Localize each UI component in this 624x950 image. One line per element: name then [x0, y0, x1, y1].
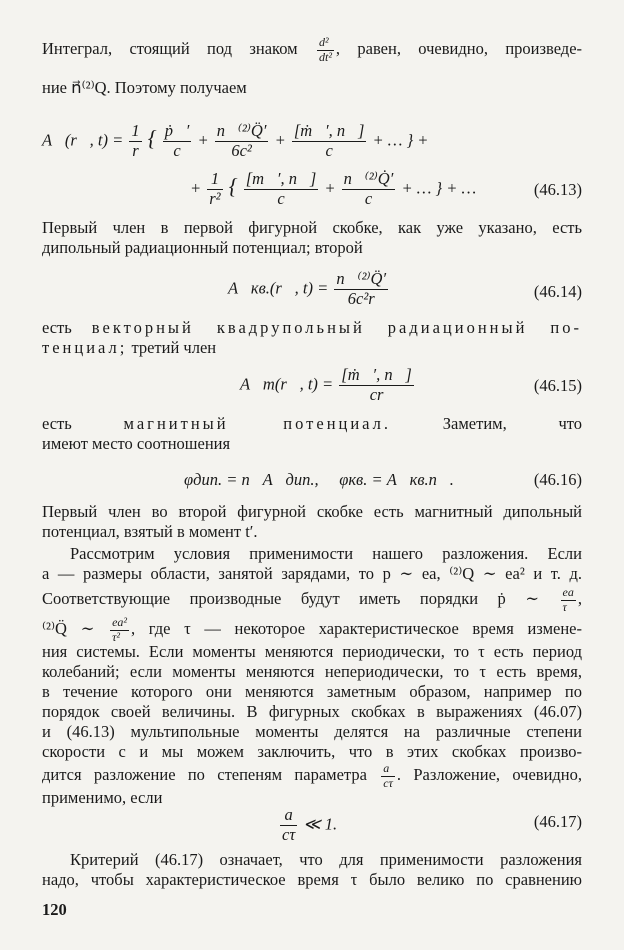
page-number: 120 — [42, 900, 67, 919]
equation-number: (46.16) — [533, 470, 582, 489]
text-line: надо, чтобы характеристическое время τ было велико по сравнению — [42, 870, 582, 889]
text-line: Соответствующие производные будут иметь порядки ṗ ∼ $\frac{ea}{\tau}$ , — [42, 585, 582, 614]
text-line: применимо, если — [42, 788, 163, 807]
text-line: Интеграл, стоящий под знаком $\frac{\text{d²}}{\text{dt²}}$ , равен, очевидно, произведе- — [42, 35, 583, 64]
text-line: есть магнитный потенциал. Заметим, что — [42, 414, 582, 433]
text-line: и (46.13) мультипольные моменты делятся на различные степени — [42, 722, 582, 741]
text-line: Первый член в первой фигурной скобке, как уже указано, есть — [42, 218, 582, 237]
text-line: есть векторный квадрупольный радиационный по- — [42, 318, 582, 337]
text-line: ния системы. Если моменты меняются периодически, то τ есть период — [42, 642, 582, 661]
text-line: колебаний; если моменты меняются непериодически, то τ есть время, — [42, 662, 582, 681]
equation-46-16: φдип. = n⃗A⃗дип., φкв. = A⃗кв.n⃗. — [184, 470, 454, 489]
equation-number: (46.17) — [533, 812, 582, 831]
text-line: в течение которого они меняются заметным образом, например по — [42, 682, 582, 701]
fraction: $\frac{\text{d²}}{\text{dt²}}$ — [318, 35, 332, 64]
text-line: скорости c и мы можем заключить, что в этих скобках произво- — [42, 742, 582, 761]
equation-number: (46.13) — [533, 180, 582, 199]
equation-number: (46.14) — [533, 282, 582, 301]
text-line: имеют место соотношения — [42, 434, 231, 453]
equation-46-15: A⃗m(r⃗, t) = $\frac{\text{[ṁ⃗′, n⃗]}}{cr}$ — [240, 365, 412, 404]
equation-46-17: $\frac{a}{c\tau}$ ≪ 1. — [282, 805, 338, 844]
text-line: дипольный радиационный потенциал; второй — [42, 238, 363, 257]
equation-number: (46.15) — [533, 376, 582, 395]
text-line: Критерий (46.17) означает, что для применимости разложения — [70, 850, 582, 869]
text-line: Рассмотрим условия применимости нашего разложения. Если — [70, 544, 582, 563]
text-line: тенциал; третий член — [42, 338, 217, 357]
text-line: потенциал, взятый в момент t′. — [42, 522, 258, 541]
equation-46-14: A⃗кв.(r⃗, t) = $\frac{\text{n⃗⁽²⁾Q̈′}}{\text{6c²r}}$ — [228, 269, 387, 308]
equation-46-13-line1: A⃗(r⃗, t) = $\frac{1}{r}$ { $\frac{\text{ṗ⃗′}}{c}$ + $\frac{\text{n⃗⁽²⁾Q̈′}}{\text{6c²}}$ + $\frac{\text{[ṁ⃗′, n⃗]}}{c}$ + … } + — [42, 121, 429, 160]
text-line: ⁽²⁾Q̈ ∼ $\frac{\text{ea²}}{\text{τ²}}$ , где τ — некоторое характеристическое время измене- — [42, 615, 582, 644]
text-line: a — размеры области, занятой зарядами, то p ∼ ea, ⁽²⁾Q ∼ ea² и т. д. — [42, 564, 582, 583]
text-line: ние n⃗⁽²⁾Q. Поэтому получаем — [42, 78, 247, 97]
equation-46-13-line2: + $\frac{1}{\text{r²}}$ { $\frac{[m⃗', n⃗]}{c}$ + $\frac{\text{n⃗⁽²⁾Q̇′}}{c}$ + … } + … — [190, 169, 477, 208]
text-line: дится разложение по степеням параметра $\frac{a}{c\tau}$ . Разложение, очевидно, — [42, 761, 583, 790]
text-line: Первый член во второй фигурной скобке есть магнитный дипольный — [42, 502, 582, 521]
text-line: порядок своей величины. В фигурных скобках в выражениях (46.07) — [42, 702, 582, 721]
